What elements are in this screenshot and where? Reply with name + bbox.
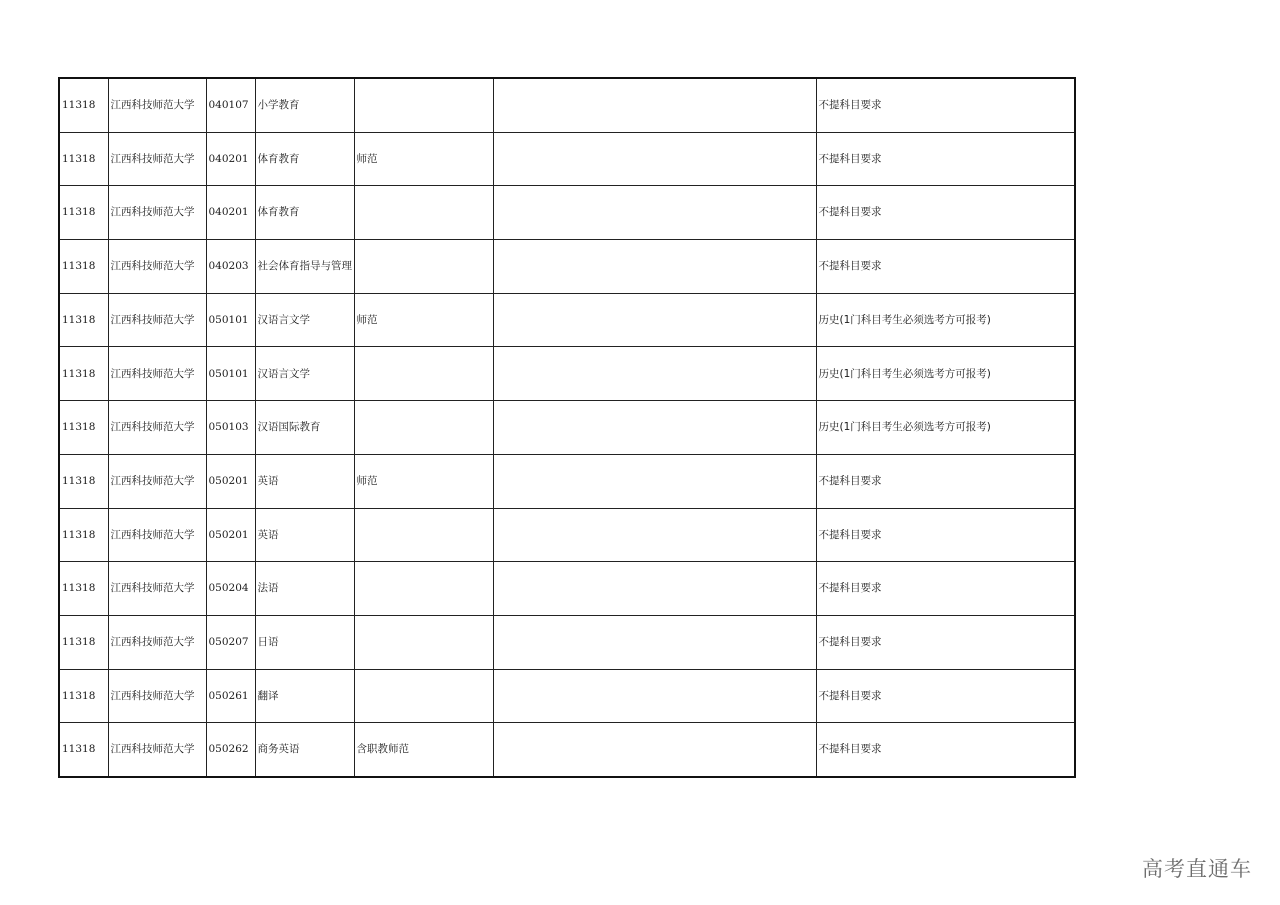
major-code-cell: 040203	[206, 240, 255, 294]
major-type-cell	[354, 186, 493, 240]
school-name-cell: 江西科技师范大学	[108, 454, 206, 508]
major-type-cell: 师范	[354, 454, 493, 508]
major-type-cell	[354, 240, 493, 294]
note-cell	[493, 132, 816, 186]
note-cell	[493, 293, 816, 347]
major-type-cell: 含职教师范	[354, 723, 493, 777]
subject-requirement-cell: 不提科目要求	[816, 186, 1075, 240]
major-code-cell: 050201	[206, 508, 255, 562]
major-code-cell: 050262	[206, 723, 255, 777]
school-name-cell: 江西科技师范大学	[108, 508, 206, 562]
major-name-cell: 日语	[255, 615, 354, 669]
note-cell	[493, 78, 816, 132]
school-code-cell: 11318	[59, 723, 108, 777]
note-cell	[493, 508, 816, 562]
subject-requirement-cell: 不提科目要求	[816, 669, 1075, 723]
school-name-cell: 江西科技师范大学	[108, 186, 206, 240]
watermark-text: 高考直通车	[1142, 857, 1252, 881]
note-cell	[493, 562, 816, 616]
subject-requirement-cell: 不提科目要求	[816, 508, 1075, 562]
subject-requirement-cell: 不提科目要求	[816, 240, 1075, 294]
table-row	[59, 401, 1075, 455]
school-code-cell: 11318	[59, 240, 108, 294]
table-row	[59, 240, 1075, 294]
major-type-cell: 师范	[354, 293, 493, 347]
note-cell	[493, 186, 816, 240]
table-row	[59, 508, 1075, 562]
major-name-cell: 体育教育	[255, 132, 354, 186]
major-type-cell: 师范	[354, 132, 493, 186]
table-row	[59, 615, 1075, 669]
school-code-cell: 11318	[59, 669, 108, 723]
subject-requirement-cell: 不提科目要求	[816, 78, 1075, 132]
major-type-cell	[354, 508, 493, 562]
major-requirements-table	[58, 77, 1076, 778]
subject-requirement-cell: 不提科目要求	[816, 132, 1075, 186]
major-code-cell: 050103	[206, 401, 255, 455]
major-name-cell: 翻译	[255, 669, 354, 723]
subject-requirement-cell: 不提科目要求	[816, 615, 1075, 669]
school-name-cell: 江西科技师范大学	[108, 615, 206, 669]
major-type-cell	[354, 615, 493, 669]
note-cell	[493, 723, 816, 777]
major-code-cell: 040201	[206, 132, 255, 186]
note-cell	[493, 347, 816, 401]
major-code-cell: 050261	[206, 669, 255, 723]
major-type-cell	[354, 401, 493, 455]
note-cell	[493, 615, 816, 669]
school-name-cell: 江西科技师范大学	[108, 669, 206, 723]
table-row	[59, 347, 1075, 401]
school-name-cell: 江西科技师范大学	[108, 562, 206, 616]
subject-requirement-cell: 历史(1门科目考生必须选考方可报考)	[816, 293, 1075, 347]
subject-requirement-cell: 历史(1门科目考生必须选考方可报考)	[816, 347, 1075, 401]
table-row	[59, 454, 1075, 508]
school-code-cell: 11318	[59, 508, 108, 562]
major-name-cell: 商务英语	[255, 723, 354, 777]
major-name-cell: 法语	[255, 562, 354, 616]
school-name-cell: 江西科技师范大学	[108, 132, 206, 186]
table-row	[59, 78, 1075, 132]
major-name-cell: 汉语言文学	[255, 347, 354, 401]
note-cell	[493, 240, 816, 294]
major-code-cell: 050207	[206, 615, 255, 669]
school-name-cell: 江西科技师范大学	[108, 347, 206, 401]
major-name-cell: 小学教育	[255, 78, 354, 132]
school-code-cell: 11318	[59, 132, 108, 186]
table-row	[59, 669, 1075, 723]
major-code-cell: 040107	[206, 78, 255, 132]
school-name-cell: 江西科技师范大学	[108, 78, 206, 132]
major-code-cell: 050204	[206, 562, 255, 616]
table-row	[59, 723, 1075, 777]
major-name-cell: 社会体育指导与管理	[255, 240, 354, 294]
school-code-cell: 11318	[59, 78, 108, 132]
table-row	[59, 562, 1075, 616]
major-type-cell	[354, 78, 493, 132]
note-cell	[493, 454, 816, 508]
major-name-cell: 英语	[255, 508, 354, 562]
school-name-cell: 江西科技师范大学	[108, 401, 206, 455]
major-name-cell: 汉语言文学	[255, 293, 354, 347]
major-name-cell: 体育教育	[255, 186, 354, 240]
subject-requirement-cell: 不提科目要求	[816, 454, 1075, 508]
table-row	[59, 186, 1075, 240]
school-name-cell: 江西科技师范大学	[108, 723, 206, 777]
major-type-cell	[354, 347, 493, 401]
school-code-cell: 11318	[59, 401, 108, 455]
school-code-cell: 11318	[59, 347, 108, 401]
major-type-cell	[354, 562, 493, 616]
school-name-cell: 江西科技师范大学	[108, 293, 206, 347]
major-name-cell: 英语	[255, 454, 354, 508]
school-code-cell: 11318	[59, 293, 108, 347]
note-cell	[493, 669, 816, 723]
school-code-cell: 11318	[59, 562, 108, 616]
major-name-cell: 汉语国际教育	[255, 401, 354, 455]
school-code-cell: 11318	[59, 454, 108, 508]
school-code-cell: 11318	[59, 186, 108, 240]
major-code-cell: 040201	[206, 186, 255, 240]
subject-requirement-cell: 不提科目要求	[816, 723, 1075, 777]
school-name-cell: 江西科技师范大学	[108, 240, 206, 294]
major-code-cell: 050101	[206, 347, 255, 401]
major-type-cell	[354, 669, 493, 723]
major-code-cell: 050101	[206, 293, 255, 347]
subject-requirement-cell: 历史(1门科目考生必须选考方可报考)	[816, 401, 1075, 455]
table-row	[59, 293, 1075, 347]
major-code-cell: 050201	[206, 454, 255, 508]
subject-requirement-cell: 不提科目要求	[816, 562, 1075, 616]
table-body	[59, 78, 1075, 777]
school-code-cell: 11318	[59, 615, 108, 669]
table-row	[59, 132, 1075, 186]
note-cell	[493, 401, 816, 455]
